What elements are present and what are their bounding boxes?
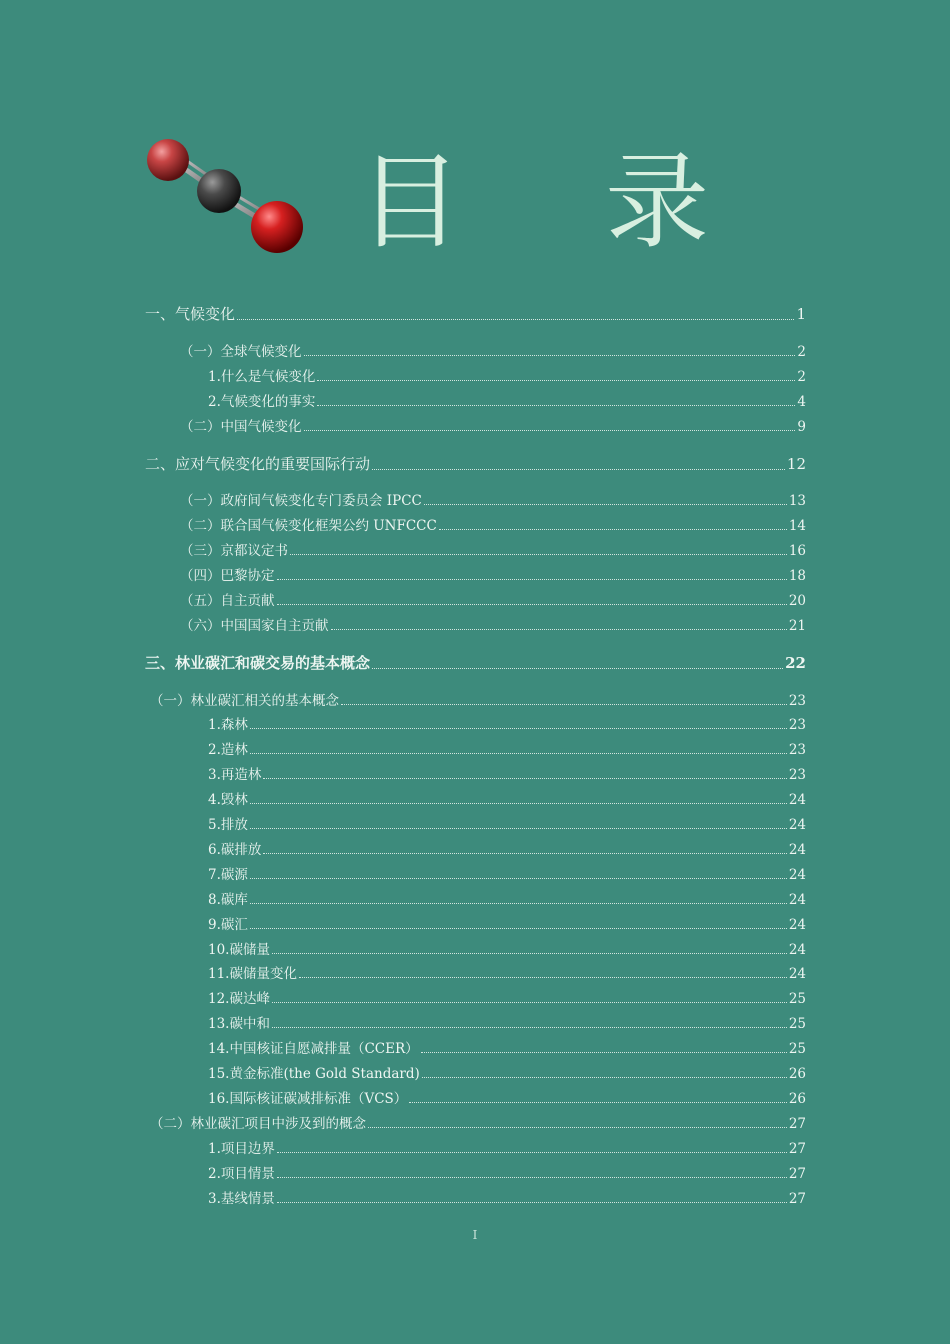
toc-entry-label: （一）全球气候变化	[180, 344, 302, 360]
toc-entry-label: 1.什么是气候变化	[208, 369, 316, 385]
toc-entry-label: （四）巴黎协定	[180, 568, 275, 584]
toc-entry-label: 5.排放	[208, 817, 248, 833]
toc-entry-label: 15.黄金标准(the Gold Standard)	[208, 1066, 420, 1082]
toc-entry[interactable]	[208, 788, 806, 808]
toc-entry[interactable]	[180, 539, 806, 559]
toc-entry-label: 3.再造林	[208, 767, 262, 783]
toc-entry-page: 27	[788, 1166, 806, 1182]
toc-entry-label: 4.毁林	[208, 792, 248, 808]
toc-entry-page: 1	[796, 305, 806, 323]
toc-entry-page: 24	[788, 867, 806, 883]
toc-entry-page: 24	[788, 966, 806, 982]
toc-entry[interactable]	[208, 1162, 806, 1182]
toc-entry[interactable]	[208, 1187, 806, 1207]
toc-leader-dots	[277, 1202, 787, 1203]
toc-leader-dots	[290, 554, 787, 555]
toc-entry-label: （二）林业碳汇项目中涉及到的概念	[150, 1116, 366, 1132]
toc-leader-dots	[372, 469, 785, 470]
toc-entry-page: 25	[788, 1041, 806, 1057]
toc-entry[interactable]	[208, 738, 806, 758]
toc-entry[interactable]	[180, 415, 806, 435]
toc-entry[interactable]	[180, 340, 806, 360]
toc-leader-dots	[372, 668, 783, 669]
toc-entry-label: 11.碳储量变化	[208, 966, 297, 982]
toc-leader-dots	[263, 778, 786, 779]
toc-leader-dots	[277, 604, 787, 605]
toc-entry[interactable]	[150, 1112, 806, 1132]
toc-entry-label: 6.碳排放	[208, 842, 262, 858]
toc-entry-label: （一）林业碳汇相关的基本概念	[150, 693, 339, 709]
toc-entry-page: 24	[788, 942, 806, 958]
toc-entry[interactable]	[208, 1137, 806, 1157]
toc-entry[interactable]	[208, 813, 806, 833]
toc-entry[interactable]	[208, 763, 806, 783]
toc-leader-dots	[250, 878, 787, 879]
toc-leader-dots	[277, 1177, 787, 1178]
toc-entry[interactable]	[208, 938, 806, 958]
toc-entry[interactable]	[150, 689, 806, 709]
toc-entry-page: 25	[788, 991, 806, 1007]
toc-entry-page: 24	[788, 817, 806, 833]
toc-leader-dots	[277, 579, 787, 580]
toc-leader-dots	[439, 529, 787, 530]
toc-entry-page: 23	[788, 767, 806, 783]
toc-leader-dots	[331, 629, 787, 630]
toc-entry-label: 8.碳库	[208, 892, 248, 908]
toc-entry-page: 24	[788, 917, 806, 933]
toc-leader-dots	[368, 1127, 787, 1128]
toc-leader-dots	[250, 753, 787, 754]
toc-leader-dots	[263, 853, 786, 854]
toc-entry-label: 14.中国核证自愿减排量（CCER）	[208, 1041, 419, 1057]
toc-entry[interactable]	[145, 303, 806, 324]
toc-entry-page: 24	[788, 842, 806, 858]
toc-entry-page: 26	[788, 1066, 806, 1082]
toc-entry[interactable]	[145, 652, 806, 673]
toc-entry-page: 21	[788, 618, 806, 634]
toc-entry[interactable]	[208, 888, 806, 908]
toc-entry[interactable]	[208, 1012, 806, 1032]
toc-entry-page: 22	[785, 654, 806, 672]
toc-entry-label: （一）政府间气候变化专门委员会 IPCC	[180, 493, 422, 509]
toc-entry-label: 三、林业碳汇和碳交易的基本概念	[145, 654, 371, 672]
toc-leader-dots	[409, 1102, 787, 1103]
toc-entry[interactable]	[208, 365, 806, 385]
toc-entry-page: 25	[788, 1016, 806, 1032]
toc-entry-page: 20	[788, 593, 806, 609]
toc-leader-dots	[272, 953, 787, 954]
toc-entry-label: 2.造林	[208, 742, 248, 758]
toc-leader-dots	[250, 928, 787, 929]
toc-entry[interactable]	[180, 589, 806, 609]
toc-entry[interactable]	[180, 514, 806, 534]
toc-entry-page: 18	[788, 568, 806, 584]
toc-leader-dots	[250, 828, 787, 829]
toc-entry-label: 二、应对气候变化的重要国际行动	[145, 455, 371, 473]
toc-entry-label: 1.森林	[208, 717, 248, 733]
toc-entry-label: 9.碳汇	[208, 917, 248, 933]
toc-entry[interactable]	[208, 390, 806, 410]
toc-entry[interactable]	[208, 1062, 806, 1082]
toc-entry-page: 24	[788, 792, 806, 808]
toc-entry[interactable]	[208, 1087, 806, 1107]
toc-leader-dots	[304, 430, 796, 431]
toc-leader-dots	[250, 903, 787, 904]
toc-entry[interactable]	[208, 1037, 806, 1057]
toc-entry-label: 1.项目边界	[208, 1141, 275, 1157]
toc-entry[interactable]	[180, 564, 806, 584]
toc-leader-dots	[277, 1152, 787, 1153]
toc-leader-dots	[299, 977, 787, 978]
toc-leader-dots	[272, 1002, 787, 1003]
toc-entry[interactable]	[208, 863, 806, 883]
toc-leader-dots	[250, 728, 787, 729]
toc-entry-label: （二）联合国气候变化框架公约 UNFCCC	[180, 518, 437, 534]
toc-entry-page: 4	[797, 394, 806, 410]
toc-entry-label: 2.项目情景	[208, 1166, 275, 1182]
toc-entry[interactable]	[208, 962, 806, 982]
toc-entry-label: （六）中国国家自主贡献	[180, 618, 329, 634]
toc-leader-dots	[272, 1027, 787, 1028]
toc-leader-dots	[317, 405, 795, 406]
toc-entry-page: 9	[797, 419, 806, 435]
toc-entry-page: 14	[788, 518, 806, 534]
toc-entry-label: （三）京都议定书	[180, 543, 288, 559]
toc-entry[interactable]	[208, 713, 806, 733]
toc-entry-page: 23	[788, 742, 806, 758]
toc-entry-page: 26	[788, 1091, 806, 1107]
toc-entry[interactable]	[208, 838, 806, 858]
toc-entry-label: （五）自主贡献	[180, 593, 275, 609]
toc-entry-label: 13.碳中和	[208, 1016, 270, 1032]
toc-leader-dots	[250, 803, 787, 804]
toc-entry[interactable]	[208, 987, 806, 1007]
toc-entry-page: 23	[788, 693, 806, 709]
toc-entry-label: 16.国际核证碳减排标准（VCS）	[208, 1091, 408, 1107]
toc-entry-page: 27	[788, 1141, 806, 1157]
toc-entry-page: 2	[797, 344, 806, 360]
toc-entry[interactable]	[180, 614, 806, 634]
page-number-footer: I	[472, 1228, 478, 1242]
toc-entry-page: 2	[797, 369, 806, 385]
toc-entry-label: 2.气候变化的事实	[208, 394, 316, 410]
toc-leader-dots	[317, 380, 795, 381]
toc-leader-dots	[421, 1052, 787, 1053]
toc-entry-label: 一、气候变化	[145, 305, 236, 323]
toc-entry[interactable]	[145, 453, 806, 474]
toc-entry-label: 3.基线情景	[208, 1191, 275, 1207]
toc-entry-page: 23	[788, 717, 806, 733]
toc-entry-page: 27	[788, 1116, 806, 1132]
toc-entry-page: 16	[788, 543, 806, 559]
toc-entry-page: 27	[788, 1191, 806, 1207]
page-title: 目 录	[358, 141, 765, 263]
toc-entry[interactable]	[208, 913, 806, 933]
toc-entry-page: 13	[788, 493, 806, 509]
toc-entry-page: 24	[788, 892, 806, 908]
toc-leader-dots	[304, 355, 796, 356]
toc-leader-dots	[422, 1077, 787, 1078]
toc-leader-dots	[237, 319, 794, 320]
toc-entry-label: 10.碳储量	[208, 942, 270, 958]
toc-leader-dots	[341, 704, 787, 705]
toc-entry-label: （二）中国气候变化	[180, 419, 302, 435]
toc-entry-label: 7.碳源	[208, 867, 248, 883]
toc-entry-label: 12.碳达峰	[208, 991, 270, 1007]
toc-entry-page: 12	[786, 455, 806, 473]
toc-entry[interactable]	[180, 489, 806, 509]
toc-leader-dots	[424, 504, 787, 505]
